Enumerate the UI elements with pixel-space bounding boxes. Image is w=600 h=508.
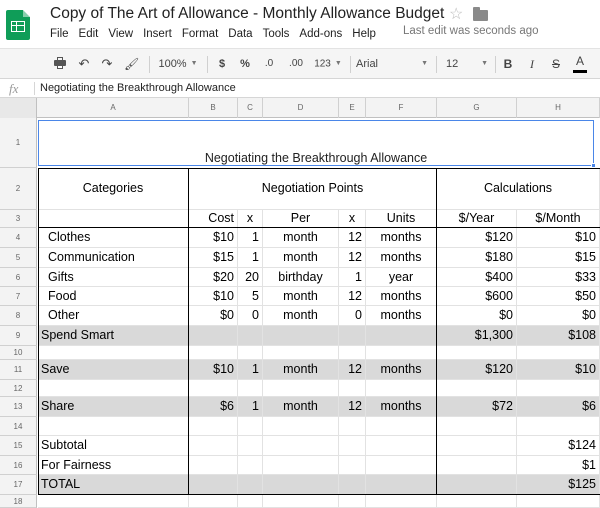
cell-blank[interactable]: [517, 417, 600, 436]
title-cell-selected[interactable]: Negotiating the Breakthrough Allowance: [38, 120, 594, 166]
subheader-per-month[interactable]: $/Month: [517, 210, 600, 228]
cell-blank[interactable]: [437, 456, 517, 475]
subheader-x2[interactable]: x: [339, 210, 366, 228]
cell-blank[interactable]: [38, 417, 189, 436]
column-header-g[interactable]: G: [437, 98, 517, 118]
font-family-value: Arial: [356, 58, 379, 70]
cell-border: [188, 168, 189, 495]
item-month[interactable]: $50: [517, 287, 600, 306]
last-edit-status[interactable]: Last edit was seconds ago: [403, 25, 539, 37]
save-units[interactable]: months: [366, 360, 437, 380]
cell-blank[interactable]: [366, 475, 437, 495]
item-mult[interactable]: 12: [339, 248, 366, 268]
redo-icon[interactable]: ↷: [101, 56, 113, 71]
cell-blank[interactable]: [366, 436, 437, 456]
formula-input[interactable]: Negotiating the Breakthrough Allowance: [40, 82, 236, 94]
item-cost[interactable]: $15: [189, 248, 238, 268]
cell-blank[interactable]: [263, 417, 339, 436]
share-year[interactable]: $72: [437, 397, 517, 417]
row-header-3[interactable]: 3: [0, 210, 37, 228]
item-units[interactable]: months: [366, 248, 437, 268]
cell-blank[interactable]: [38, 380, 189, 397]
toolbar-separator: [350, 56, 351, 73]
row-header-1[interactable]: 1: [0, 118, 37, 168]
strikethrough-button[interactable]: S: [551, 57, 560, 71]
sheets-logo-icon[interactable]: [6, 10, 30, 40]
star-icon[interactable]: ☆: [449, 6, 464, 23]
chevron-down-icon: ▼: [190, 60, 198, 68]
cell-blank[interactable]: [437, 380, 517, 397]
cell-blank[interactable]: [339, 436, 366, 456]
item-month[interactable]: $0: [517, 306, 600, 326]
save-label[interactable]: Save: [38, 360, 189, 380]
cell-blank[interactable]: [366, 417, 437, 436]
cell-blank[interactable]: [339, 495, 366, 508]
row-header-17[interactable]: 17: [0, 475, 37, 495]
subtotal-label[interactable]: Subtotal: [38, 436, 189, 456]
column-headers: [0, 98, 600, 118]
row-header-7[interactable]: 7: [0, 287, 37, 306]
paint-format-icon[interactable]: 🖌: [124, 57, 140, 71]
text-color-button[interactable]: A: [575, 54, 584, 68]
cell-blank[interactable]: [263, 380, 339, 397]
item-units[interactable]: months: [366, 306, 437, 326]
menu-edit[interactable]: Edit: [78, 28, 99, 40]
cell-border: [38, 168, 39, 495]
subheader-per-year[interactable]: $/Year: [437, 210, 517, 228]
share-cost[interactable]: $6: [189, 397, 238, 417]
save-month[interactable]: $10: [517, 360, 600, 380]
font-size-select[interactable]: [446, 56, 488, 72]
row-header-9[interactable]: 9: [0, 326, 37, 346]
row-header-18[interactable]: 18: [0, 495, 37, 508]
share-per[interactable]: month: [263, 397, 339, 417]
cell-blank[interactable]: [517, 495, 600, 508]
share-month[interactable]: $6: [517, 397, 600, 417]
item-cost[interactable]: $20: [189, 268, 238, 287]
font-size-value: 12: [446, 58, 459, 70]
font-family-select[interactable]: [356, 56, 428, 72]
cell-blank[interactable]: [238, 417, 263, 436]
cell-blank[interactable]: [263, 326, 339, 346]
row-header-11[interactable]: 11: [0, 360, 37, 380]
fairness-month[interactable]: $1: [517, 456, 600, 475]
document-title[interactable]: Copy of The Art of Allowance - Monthly Allowance Budget: [50, 5, 445, 22]
cell-blank[interactable]: [238, 326, 263, 346]
zoom-select[interactable]: [158, 56, 198, 72]
row-header-8[interactable]: 8: [0, 306, 37, 326]
cell-blank[interactable]: [238, 456, 263, 475]
row-header-10[interactable]: 10: [0, 346, 37, 360]
undo-icon[interactable]: ↶: [78, 56, 90, 71]
text-color-swatch: [573, 70, 587, 73]
item-per[interactable]: month: [263, 228, 339, 248]
row-header-2[interactable]: 2: [0, 168, 37, 210]
item-mult[interactable]: 1: [339, 268, 366, 287]
cell-blank[interactable]: [339, 475, 366, 495]
item-year[interactable]: $400: [437, 268, 517, 287]
menu-data[interactable]: Data: [228, 28, 253, 40]
italic-button[interactable]: I: [530, 57, 534, 71]
cell-blank[interactable]: [366, 326, 437, 346]
toolbar-separator: [207, 56, 208, 73]
cell-blank[interactable]: [189, 456, 238, 475]
item-qty[interactable]: 5: [238, 287, 263, 306]
row-header-12[interactable]: 12: [0, 380, 37, 397]
cell-blank[interactable]: [437, 417, 517, 436]
item-units[interactable]: months: [366, 228, 437, 248]
item-cost[interactable]: $10: [189, 228, 238, 248]
header-categories[interactable]: Categories: [38, 168, 189, 210]
column-header-h[interactable]: H: [517, 98, 600, 118]
increase-decimal-button[interactable]: .00: [289, 58, 303, 69]
save-mult[interactable]: 12: [339, 360, 366, 380]
cell-blank[interactable]: [366, 495, 437, 508]
item-mult[interactable]: 0: [339, 306, 366, 326]
menu-format[interactable]: Format: [181, 28, 219, 40]
percent-format-button[interactable]: %: [240, 58, 250, 70]
total-month[interactable]: $125: [517, 475, 600, 495]
column-header-f[interactable]: F: [366, 98, 437, 118]
cell-blank[interactable]: [238, 346, 263, 360]
toolbar-separator: [436, 56, 437, 73]
more-formats-button[interactable]: [312, 56, 344, 72]
save-qty[interactable]: 1: [238, 360, 263, 380]
cell-blank[interactable]: [437, 346, 517, 360]
subheader-units[interactable]: Units: [366, 210, 437, 228]
cell-blank[interactable]: [263, 346, 339, 360]
menu-help[interactable]: Help: [352, 28, 376, 40]
cell-blank[interactable]: [366, 346, 437, 360]
toolbar-separator: [495, 56, 496, 73]
chevron-down-icon: ▼: [421, 60, 428, 67]
cell-blank[interactable]: [238, 436, 263, 456]
item-name[interactable]: Other: [38, 306, 189, 326]
item-per[interactable]: month: [263, 287, 339, 306]
cell-blank[interactable]: [189, 475, 238, 495]
column-header-c[interactable]: C: [238, 98, 263, 118]
save-cost[interactable]: $10: [189, 360, 238, 380]
subheader-per[interactable]: Per: [263, 210, 339, 228]
item-cost[interactable]: $10: [189, 287, 238, 306]
cell-border: [436, 168, 437, 495]
cell-border: [38, 227, 600, 228]
item-name[interactable]: Gifts: [38, 268, 189, 287]
menu-addons[interactable]: Add-ons: [299, 28, 343, 40]
cell-blank[interactable]: [437, 436, 517, 456]
share-label[interactable]: Share: [38, 397, 189, 417]
cell-blank[interactable]: [339, 346, 366, 360]
zoom-value: 100%: [158, 58, 187, 70]
item-per[interactable]: birthday: [263, 268, 339, 287]
toolbar: [0, 48, 600, 79]
row-header-16[interactable]: 16: [0, 456, 37, 475]
header-negotiation-points[interactable]: Negotiation Points: [189, 168, 437, 210]
chevron-down-icon: ▼: [334, 60, 342, 67]
row-header-4[interactable]: 4: [0, 228, 37, 248]
item-mult[interactable]: 12: [339, 228, 366, 248]
cell-blank[interactable]: [238, 475, 263, 495]
cell-blank[interactable]: [366, 456, 437, 475]
formula-separator: [34, 82, 35, 95]
spreadsheet-grid[interactable]: [0, 98, 600, 506]
cell-blank[interactable]: [189, 436, 238, 456]
share-mult[interactable]: 12: [339, 397, 366, 417]
menu-insert[interactable]: Insert: [143, 28, 172, 40]
item-units[interactable]: year: [366, 268, 437, 287]
subtotal-month[interactable]: $124: [517, 436, 600, 456]
column-header-b[interactable]: B: [189, 98, 238, 118]
cell-blank[interactable]: [517, 380, 600, 397]
cell-blank[interactable]: [437, 495, 517, 508]
spend-smart-year[interactable]: $1,300: [437, 326, 517, 346]
item-per[interactable]: month: [263, 248, 339, 268]
cell-blank[interactable]: [339, 380, 366, 397]
cell-blank[interactable]: [38, 346, 189, 360]
more-formats-label: 123: [314, 58, 331, 70]
folder-icon[interactable]: [473, 10, 488, 21]
item-year[interactable]: $180: [437, 248, 517, 268]
row-header-6[interactable]: 6: [0, 268, 37, 287]
cell-blank[interactable]: [339, 326, 366, 346]
cell-blank[interactable]: [189, 326, 238, 346]
cell-blank[interactable]: [339, 417, 366, 436]
cell-blank[interactable]: [263, 475, 339, 495]
item-qty[interactable]: 1: [238, 228, 263, 248]
row-header-14[interactable]: 14: [0, 417, 37, 436]
cell-blank[interactable]: [189, 495, 238, 508]
cell-blank[interactable]: [263, 456, 339, 475]
item-name[interactable]: Food: [38, 287, 189, 306]
subheader-cost[interactable]: Cost: [189, 210, 238, 228]
menu-file[interactable]: File: [50, 28, 69, 40]
print-icon[interactable]: [54, 56, 67, 72]
fx-icon: fx: [9, 81, 19, 96]
item-year[interactable]: $0: [437, 306, 517, 326]
cell-blank[interactable]: [339, 456, 366, 475]
cell-blank[interactable]: [189, 380, 238, 397]
currency-format-button[interactable]: $: [218, 58, 226, 70]
spend-smart-label[interactable]: Spend Smart: [38, 326, 189, 346]
cell-blank[interactable]: [238, 380, 263, 397]
share-qty[interactable]: 1: [238, 397, 263, 417]
decrease-decimal-button[interactable]: .0: [264, 58, 274, 69]
row-header-15[interactable]: 15: [0, 436, 37, 456]
item-qty[interactable]: 20: [238, 268, 263, 287]
item-name[interactable]: Clothes: [38, 228, 189, 248]
cell-blank[interactable]: [437, 475, 517, 495]
item-units[interactable]: months: [366, 287, 437, 306]
menu-tools[interactable]: Tools: [262, 28, 290, 40]
fairness-label[interactable]: For Fairness: [38, 456, 189, 475]
item-name[interactable]: Communication: [38, 248, 189, 268]
cell-blank[interactable]: [366, 380, 437, 397]
cell-blank[interactable]: [189, 346, 238, 360]
subheader-x1[interactable]: x: [238, 210, 263, 228]
column-header-d[interactable]: D: [263, 98, 339, 118]
app-header: [0, 0, 600, 48]
save-year[interactable]: $120: [437, 360, 517, 380]
item-month[interactable]: $10: [517, 228, 600, 248]
cell-blank[interactable]: [517, 346, 600, 360]
cell-blank[interactable]: [263, 495, 339, 508]
cell-blank[interactable]: [189, 417, 238, 436]
cell-blank[interactable]: [38, 210, 189, 228]
row-header-13[interactable]: 13: [0, 397, 37, 417]
item-cost[interactable]: $0: [189, 306, 238, 326]
cell-border: [38, 168, 600, 169]
menu-bar: [50, 28, 386, 44]
save-per[interactable]: month: [263, 360, 339, 380]
item-month[interactable]: $33: [517, 268, 600, 287]
column-header-a[interactable]: A: [38, 98, 189, 118]
header-calculations[interactable]: Calculations: [437, 168, 600, 210]
spend-smart-month[interactable]: $108: [517, 326, 600, 346]
share-units[interactable]: months: [366, 397, 437, 417]
row-header-5[interactable]: 5: [0, 248, 37, 268]
select-all-corner[interactable]: [0, 98, 37, 118]
cell-blank[interactable]: [238, 495, 263, 508]
column-header-e[interactable]: E: [339, 98, 366, 118]
cell-blank[interactable]: [38, 495, 189, 508]
item-per[interactable]: month: [263, 306, 339, 326]
cell-border: [38, 494, 600, 495]
bold-button[interactable]: B: [503, 57, 513, 71]
formula-bar: [0, 79, 600, 98]
item-qty[interactable]: 1: [238, 248, 263, 268]
item-month[interactable]: $15: [517, 248, 600, 268]
cell-blank[interactable]: [263, 436, 339, 456]
menu-view[interactable]: View: [108, 28, 134, 40]
item-year[interactable]: $120: [437, 228, 517, 248]
item-mult[interactable]: 12: [339, 287, 366, 306]
total-label[interactable]: TOTAL: [38, 475, 189, 495]
chevron-down-icon: ▼: [481, 60, 488, 67]
toolbar-separator: [149, 56, 150, 73]
item-year[interactable]: $600: [437, 287, 517, 306]
item-qty[interactable]: 0: [238, 306, 263, 326]
